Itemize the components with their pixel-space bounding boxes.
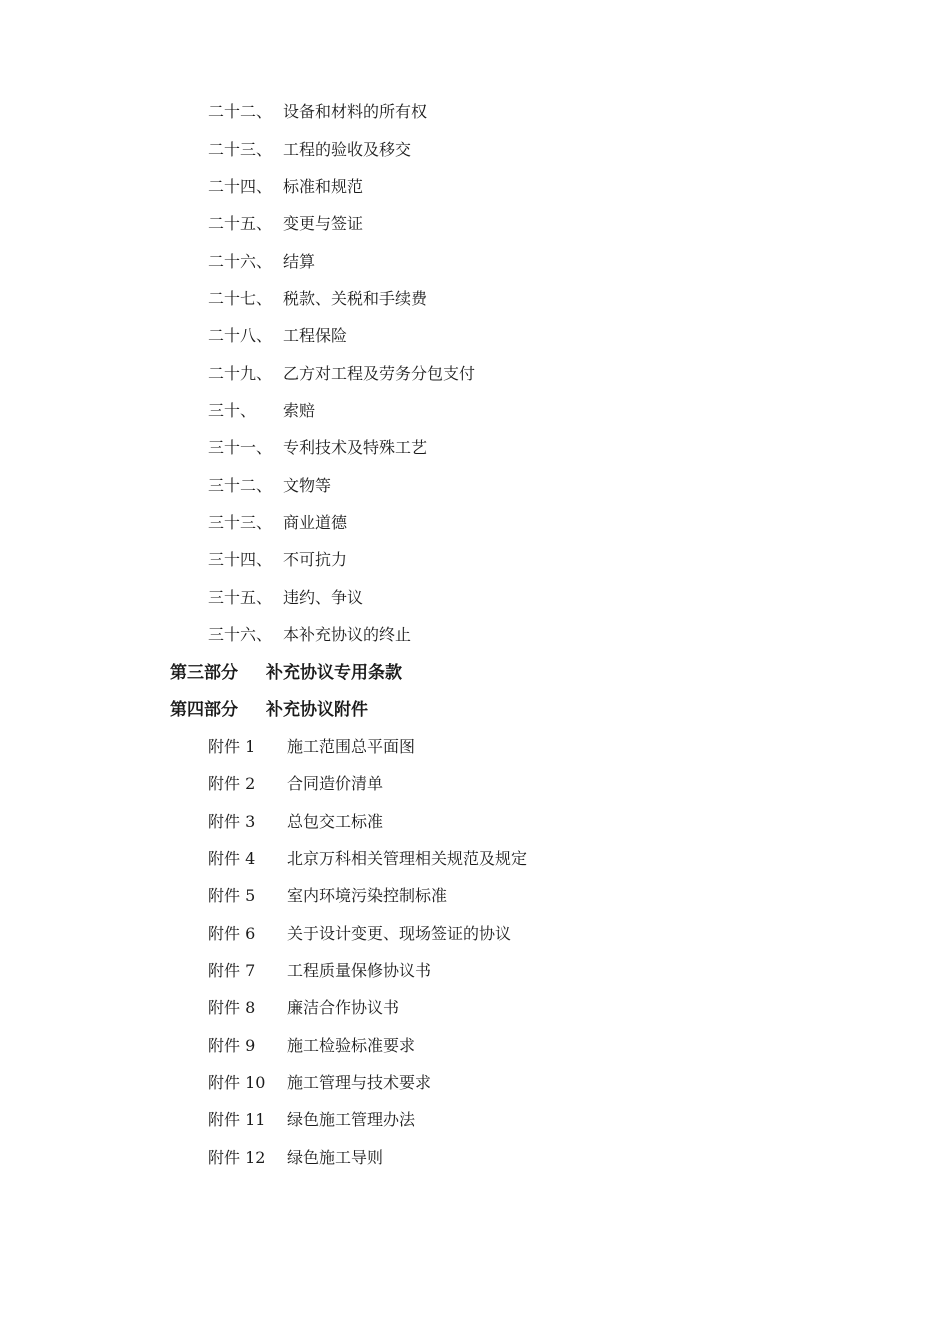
clause-title: 税款、关税和手续费 — [283, 289, 428, 308]
attachment-title: 北京万科相关管理相关规范及规定 — [287, 849, 528, 868]
clause-number: 三十五、 — [208, 588, 273, 607]
attachment-title: 施工范围总平面图 — [287, 737, 416, 756]
attachment-number: 附件 9 — [208, 1036, 256, 1055]
attachment-title: 合同造价清单 — [287, 774, 384, 793]
clause-number: 二十三、 — [208, 140, 273, 159]
clause-title: 标准和规范 — [283, 177, 364, 196]
part-number: 第三部分 — [170, 663, 238, 683]
attachment-number: 附件 10 — [208, 1073, 266, 1092]
attachment-number: 附件 4 — [208, 849, 256, 868]
clause-title: 索赔 — [283, 401, 316, 420]
clause-title: 结算 — [283, 252, 316, 271]
attachment-number: 附件 11 — [208, 1110, 266, 1129]
attachment-number: 附件 2 — [208, 774, 256, 793]
clause-number: 二十六、 — [208, 252, 273, 271]
clause-number: 二十八、 — [208, 326, 273, 345]
attachment-title: 工程质量保修协议书 — [287, 961, 432, 980]
clause-title: 变更与签证 — [283, 214, 364, 233]
attachment-title: 施工管理与技术要求 — [287, 1073, 432, 1092]
clause-title: 本补充协议的终止 — [283, 625, 412, 644]
attachment-title: 总包交工标准 — [287, 812, 384, 831]
part-number: 第四部分 — [170, 700, 238, 720]
clause-number: 三十三、 — [208, 513, 273, 532]
attachment-title: 绿色施工管理办法 — [287, 1110, 416, 1129]
clause-number: 三十二、 — [208, 476, 273, 495]
clause-title: 不可抗力 — [283, 550, 348, 569]
clause-number: 二十九、 — [208, 364, 273, 383]
clause-number: 三十四、 — [208, 550, 273, 569]
clause-title: 文物等 — [283, 476, 332, 495]
clause-number: 三十六、 — [208, 625, 273, 644]
clause-title: 工程保险 — [283, 326, 348, 345]
attachment-title: 绿色施工导则 — [287, 1148, 384, 1167]
attachment-number: 附件 12 — [208, 1148, 266, 1167]
clause-title: 商业道德 — [283, 513, 348, 532]
attachment-title: 施工检验标准要求 — [287, 1036, 416, 1055]
attachment-title: 室内环境污染控制标准 — [287, 886, 448, 905]
clause-number: 三十、 — [208, 401, 257, 420]
attachment-number: 附件 7 — [208, 961, 256, 980]
clause-number: 三十一、 — [208, 438, 273, 457]
attachment-number: 附件 6 — [208, 924, 256, 943]
part-title: 补充协议附件 — [266, 700, 368, 720]
attachment-number: 附件 8 — [208, 998, 256, 1017]
attachment-number: 附件 1 — [208, 737, 256, 756]
attachment-number: 附件 5 — [208, 886, 256, 905]
clause-number: 二十四、 — [208, 177, 273, 196]
clause-title: 专利技术及特殊工艺 — [283, 438, 428, 457]
attachment-number: 附件 3 — [208, 812, 256, 831]
clause-number: 二十七、 — [208, 289, 273, 308]
clause-title: 违约、争议 — [283, 588, 364, 607]
clause-number: 二十二、 — [208, 102, 273, 121]
clause-number: 二十五、 — [208, 214, 273, 233]
clause-title: 设备和材料的所有权 — [283, 102, 428, 121]
attachment-title: 关于设计变更、现场签证的协议 — [287, 924, 512, 943]
clause-title: 乙方对工程及劳务分包支付 — [283, 364, 476, 383]
clause-title: 工程的验收及移交 — [283, 140, 412, 159]
part-title: 补充协议专用条款 — [266, 663, 402, 683]
attachment-title: 廉洁合作协议书 — [287, 998, 400, 1017]
